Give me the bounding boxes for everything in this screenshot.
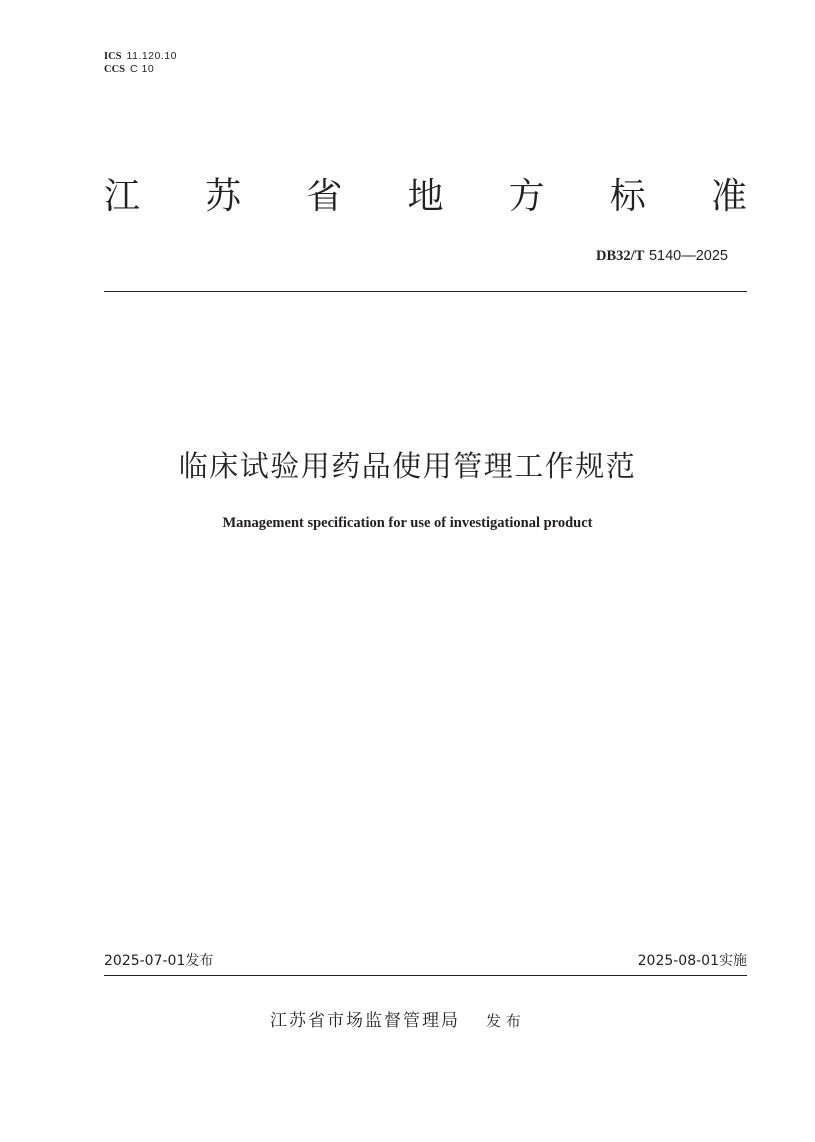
standard-number-suffix: 5140—2025: [648, 248, 728, 264]
standard-type-char: 江: [104, 176, 141, 217]
ccs-code: [104, 63, 177, 76]
ics-code: [104, 50, 177, 63]
classification-codes: [104, 50, 177, 76]
standard-type-char: 省: [306, 176, 343, 217]
standard-type-heading: [104, 172, 747, 222]
standard-type-char: 准: [710, 176, 747, 217]
standard-number-prefix: DB32/T: [596, 248, 645, 264]
document-title-cn: 临床试验用药品使用管理工作规范: [178, 449, 637, 483]
standard-type-char: 标: [609, 176, 646, 217]
standard-type-char: 苏: [205, 176, 242, 217]
implementation-date: 2025-08-01实施: [637, 953, 747, 969]
ics-value: 11.120.10: [126, 50, 177, 62]
header-divider: [104, 291, 747, 292]
issuing-organization: 江苏省市场监督管理局: [270, 1011, 460, 1031]
issue-date: 2025-07-01发布: [104, 953, 214, 969]
ccs-value: C 10: [130, 63, 155, 75]
issuer-line: [270, 1010, 521, 1032]
release-label: 发 布: [486, 1012, 521, 1030]
standard-type-char: 地: [407, 176, 444, 217]
ics-label: ICS: [104, 51, 122, 62]
footer-divider: [104, 975, 747, 976]
ccs-label: CCS: [104, 64, 126, 75]
standard-number: [596, 247, 728, 265]
standard-type-char: 方: [508, 176, 545, 217]
document-title-en: Management specification for use of investigational product: [222, 515, 593, 531]
